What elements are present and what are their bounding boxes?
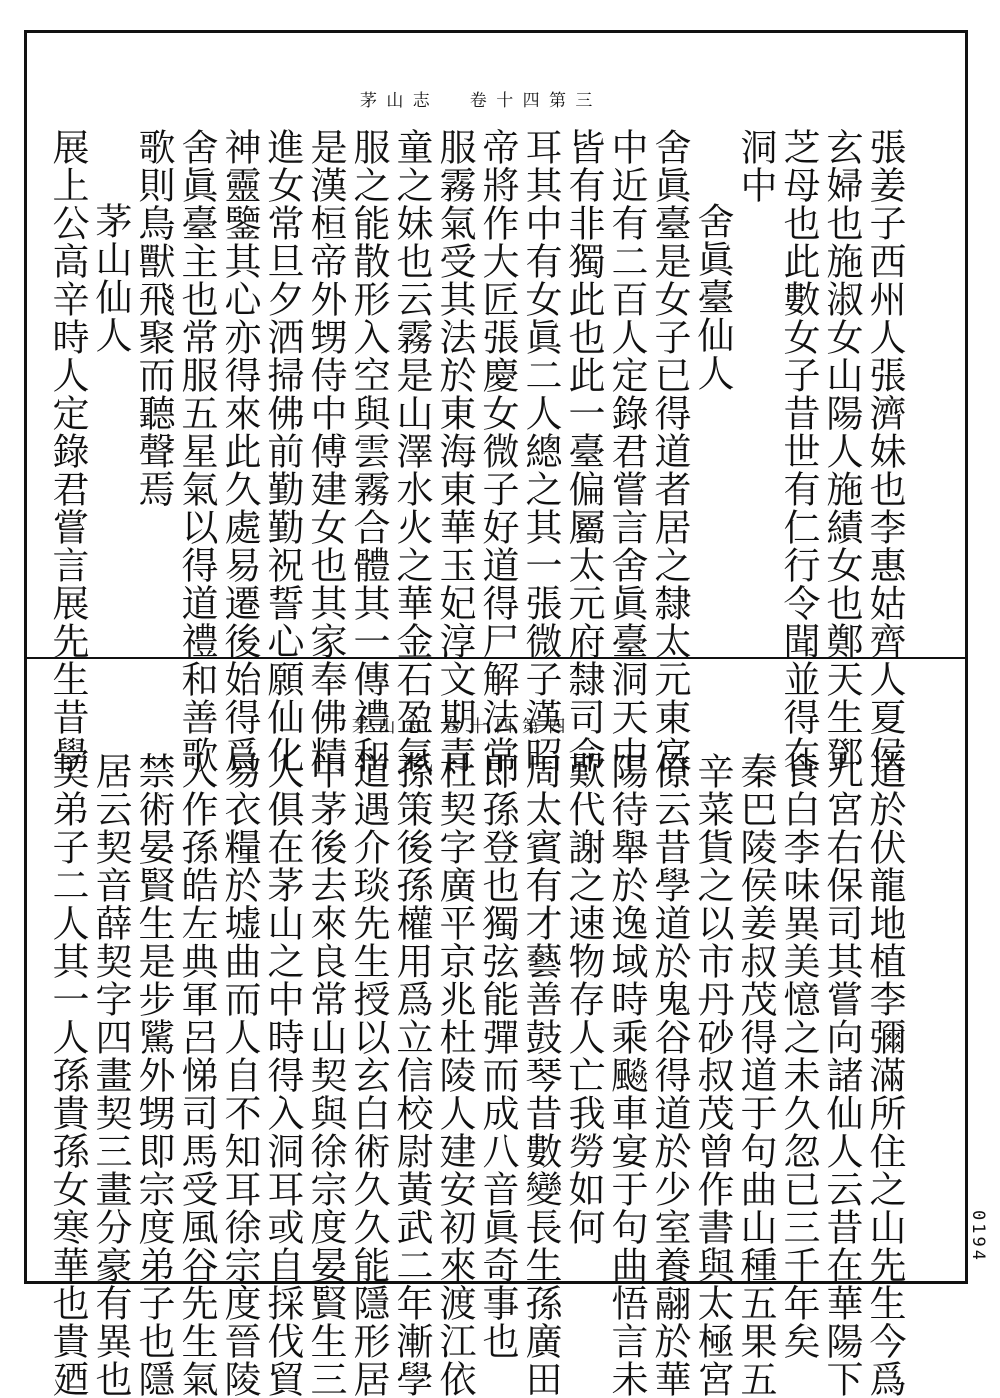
text-column: 舍眞臺主也常服五星氣以得道禮和善歌 <box>175 128 218 774</box>
text-column: 童之妹也云霧是山澤水火之華金石盈氣 <box>390 128 433 774</box>
text-column: 孫策後孫權用爲立信校尉黃武二年漸學 <box>390 752 433 1398</box>
text-column: 神靈鑒其心亦得來此久處易遷後始得爲 <box>218 128 261 774</box>
text-column: 九宮右保司其嘗向諸仙人云昔在華陽下 <box>820 752 863 1398</box>
text-column: 進女常旦夕洒掃佛前勤勤祝誓心願仙化 <box>261 128 304 774</box>
text-column: 皆有非獨此也此一臺偏屬太元府隸司命 <box>562 128 605 774</box>
text-column: 中近有二百人定錄君嘗言舍眞臺洞天中 <box>605 128 648 774</box>
text-column: 易衣糧於墟曲而人自不知耳徐宗度晉陵 <box>218 752 261 1398</box>
text-column: 契弟子二人其一人孫貴孫女寒華也貴廼 <box>46 752 89 1398</box>
text-column: 人作孫皓左典軍呂悌司馬受風谷先生氣 <box>175 752 218 1398</box>
text-column: 秦巴陵侯姜叔茂得道于句曲山種五果五 <box>734 752 777 1398</box>
text-column: 人俱在茅山之中時得入洞耳或自採伐貿 <box>261 752 304 1398</box>
text-column: 耳其中有女眞二人總之其一張微子漢昭 <box>519 128 562 774</box>
section-title: 茅山仙人 <box>89 202 132 354</box>
text-column: 僚云昔學道於鬼谷得道於少室養翮於華 <box>648 752 691 1398</box>
text-column: 展上公高辛時人定錄君嘗言展先生昔學 <box>46 128 89 774</box>
text-column: 洞中 <box>734 128 777 204</box>
text-column: 中茅後去來良常山契與徐宗度晏賢生三 <box>304 752 347 1398</box>
text-column: 道於伏龍地植李彌滿所住之山先生今爲 <box>863 752 906 1398</box>
text-column: 服霧氣受其法於東海東華玉妃淳文期青 <box>433 128 476 774</box>
text-column: 辛菜貨之以市丹砂叔茂曾作書與太極宮 <box>691 752 734 1398</box>
page-number: 0194 <box>968 1210 988 1263</box>
section-title: 舍眞臺仙人 <box>691 202 734 392</box>
text-column: 服之能散形入空與雲霧合體其一傳禮和 <box>347 128 390 774</box>
text-column: 舍眞臺是女子已得道者居之隸太元東宮 <box>648 128 691 774</box>
text-column: 帝將作大匠張慶女微子好道得尸解法常 <box>476 128 519 774</box>
text-column: 歎代謝之速物存人亡我勞如何 <box>562 752 605 1246</box>
lower-page-header: 茅 山 志 卷 十 四 第 四 <box>352 717 568 737</box>
text-column: 道遇介琰先生授以玄白術久久能隱形居 <box>347 752 390 1398</box>
text-column: 是漢桓帝外甥侍中傅建女也其家奉佛精 <box>304 128 347 774</box>
text-column: 玄婦也施淑女山陽人施績女也鄭天生鄧 <box>820 128 863 774</box>
text-column: 即孫登也獨弦能彈而成八音眞奇事也 <box>476 752 519 1360</box>
text-column: 周太賓有才藝善鼓琴昔數變長生孫廣田 <box>519 752 562 1398</box>
upper-page-header: 茅 山 志 卷 十 四 第 三 <box>360 91 595 111</box>
text-column: 禁術晏賢生是步騭外甥即宗度弟子也隱 <box>132 752 175 1398</box>
text-column: 芝母也此數女子昔世有仁行令聞並得在 <box>777 128 820 774</box>
text-column: 陽待舉於逸域時乘飈車宴于句曲悟言未 <box>605 752 648 1398</box>
text-column: 歌則鳥獸飛聚而聽聲焉 <box>132 128 175 508</box>
text-column: 食白李味異美憶之未久忽已三千年矣 <box>777 752 820 1360</box>
text-column: 居云契音薛契字四畫契三畫分豪有異也 <box>89 752 132 1398</box>
text-column: 杜契字廣平京兆杜陵人建安初來渡江依 <box>433 752 476 1398</box>
text-column: 張姜子西州人張濟妹也李惠姑齊人夏侯 <box>863 128 906 774</box>
